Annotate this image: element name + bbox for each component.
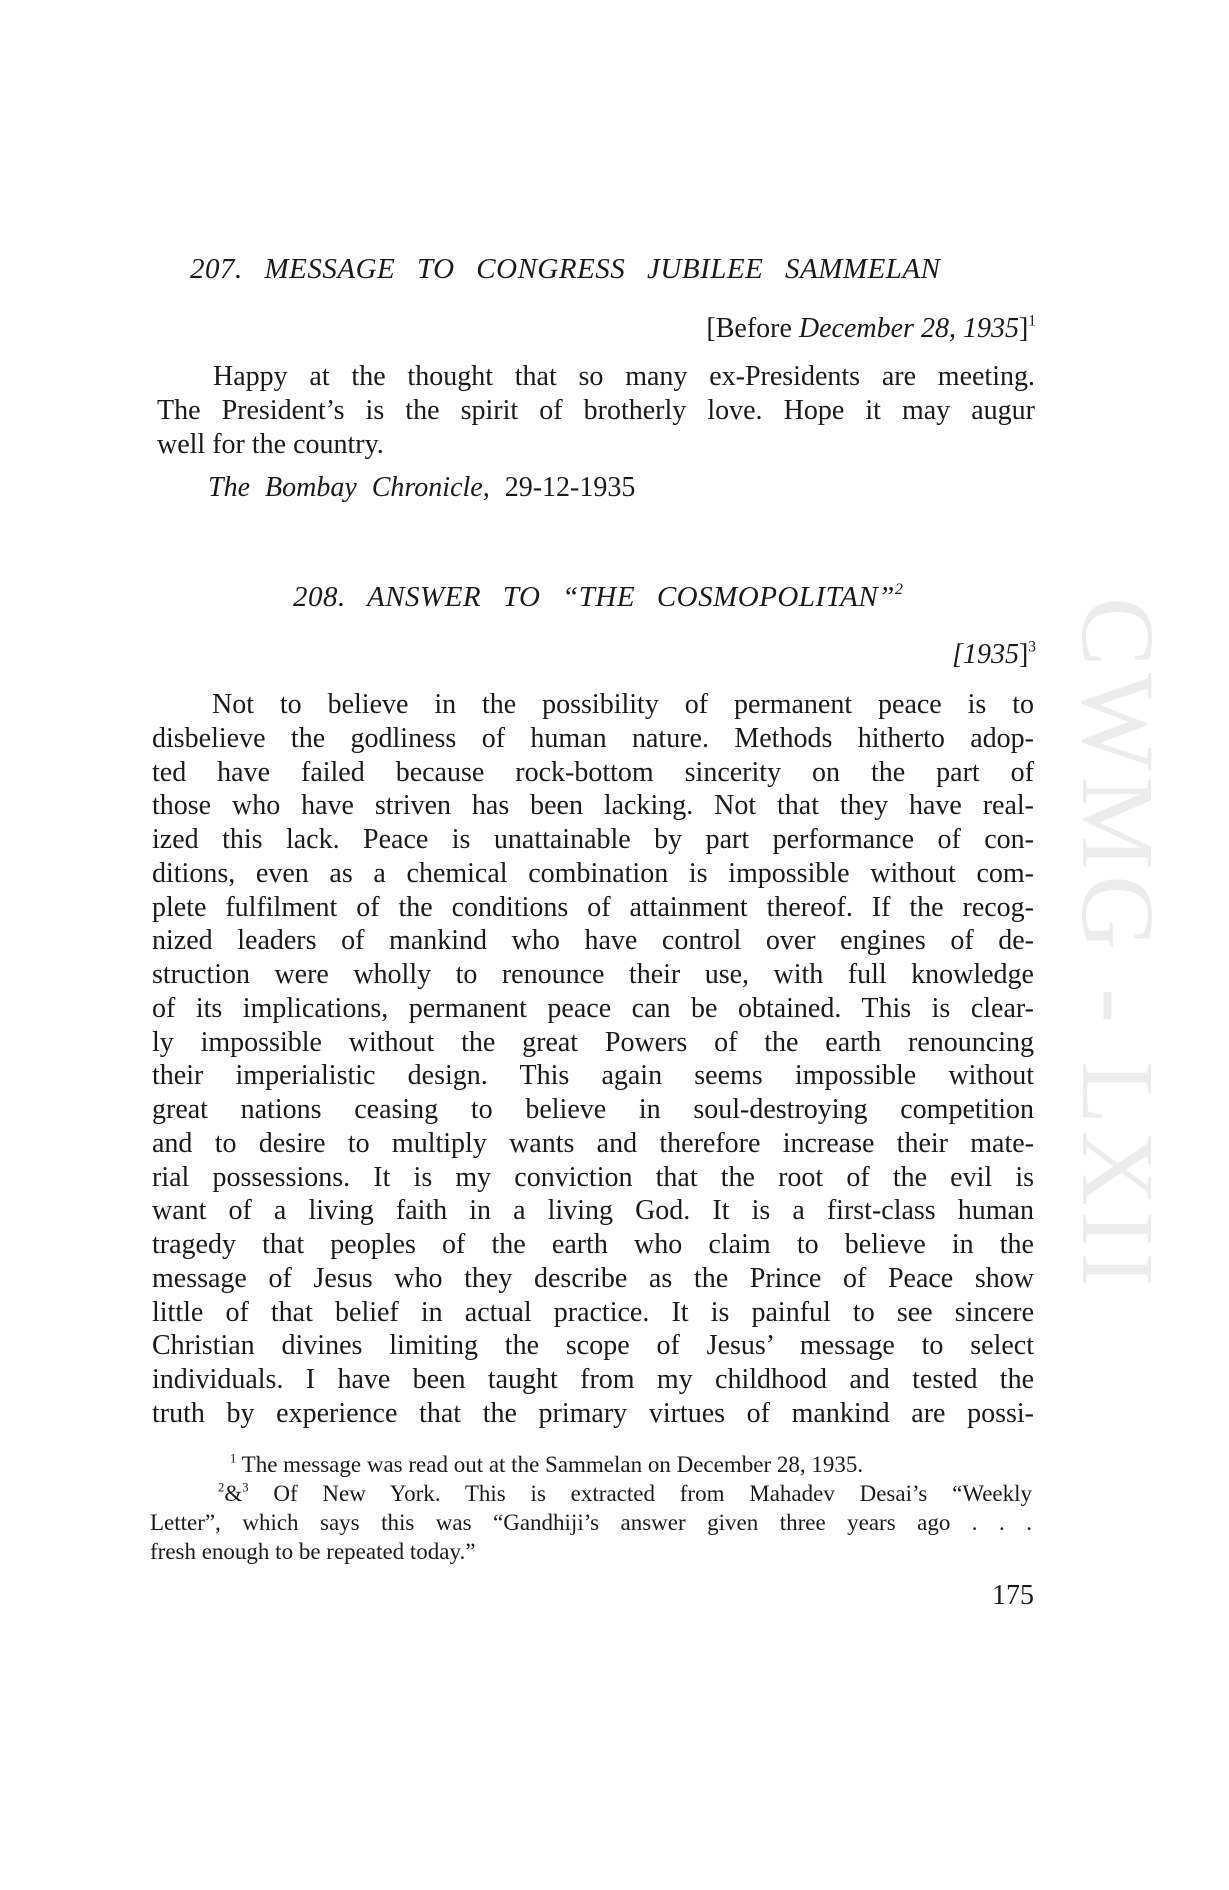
footnote-2-line xyxy=(150,1479,1032,1508)
footnote-text: The message was read out at the Sammelan on December 28, 1935. xyxy=(241,1452,864,1477)
date-italic: December 28, 1935 xyxy=(798,313,1019,344)
footnote-ref: 1 xyxy=(1028,312,1036,330)
body-line: struction were wholly to renounce their use, with full knowledge xyxy=(152,959,1034,990)
body-line: Christian divines limiting the scope of Jesus’ message to select xyxy=(152,1330,1034,1362)
footnote-2-line: Letter”, which says this was “Gandhiji’s answer given three years ago . . . xyxy=(150,1510,1032,1535)
section-208-title xyxy=(293,581,903,614)
body-line: of its implications, permanent peace can be obtained. This is clear- xyxy=(152,992,1034,1024)
body-line: Happy at the thought that so many ex-Presidents are meeting. xyxy=(213,361,1035,392)
body-line: disbelieve the godliness of human nature. Methods hitherto adop- xyxy=(152,722,1034,754)
date-suffix: ] xyxy=(1018,313,1029,344)
date-suffix: ] xyxy=(1018,639,1029,670)
body-line: those who have striven has been lacking. Not that they have real- xyxy=(152,790,1034,822)
date-italic: [1935 xyxy=(952,639,1019,670)
body-line: ted have failed because rock-bottom sincerity on the part of xyxy=(152,756,1034,788)
section-207-date xyxy=(706,313,1036,345)
footnote-mark: 2 xyxy=(218,1480,225,1495)
source-title: The Bombay Chronicle, xyxy=(208,472,490,503)
section-207-title: 207. MESSAGE TO CONGRESS JUBILEE SAMMELAN xyxy=(190,253,941,285)
body-line: great nations ceasing to believe in soul-destroying competition xyxy=(152,1094,1034,1125)
footnote-2-line: fresh enough to be repeated today.” xyxy=(150,1539,476,1564)
section-208-body xyxy=(152,688,1034,1431)
body-line: little of that belief in actual practice. It is painful to see sincere xyxy=(152,1296,1034,1328)
source-date: 29-12-1935 xyxy=(504,472,636,503)
footnote-ref: 3 xyxy=(1028,638,1036,656)
body-line: nized leaders of mankind who have control over engines of de- xyxy=(152,925,1034,957)
body-line: their imperialistic design. This again seems impossible without xyxy=(152,1060,1034,1092)
footnote-amp: & xyxy=(224,1481,243,1506)
body-line: message of Jesus who they describe as the Prince of Peace show xyxy=(152,1262,1034,1294)
footnote-ref: 2 xyxy=(894,581,904,599)
body-line: and to desire to multiply wants and therefore increase their mate- xyxy=(152,1127,1034,1159)
body-line: individuals. I have been taught from my childhood and tested the xyxy=(152,1364,1034,1395)
footnote-text: Of New York. This is extracted from Mahadev Desai’s “Weekly xyxy=(273,1481,1032,1506)
date-prefix: [Before xyxy=(706,313,799,344)
section-207-source xyxy=(208,472,635,504)
section-207-body xyxy=(157,360,1035,461)
body-line: well for the country. xyxy=(157,428,384,460)
body-line: ly impossible without the great Powers of the earth renouncing xyxy=(152,1026,1034,1058)
body-line: ized this lack. Peace is unattainable by part performance of con- xyxy=(152,824,1034,855)
body-line: ditions, even as a chemical combination is impossible without com- xyxy=(152,857,1034,889)
footnote-mark: 1 xyxy=(230,1451,237,1466)
watermark-text: CWMG - LXII xyxy=(1060,597,1175,1293)
body-line: Not to believe in the possibility of permanent peace is to xyxy=(212,689,1034,720)
body-line: tragedy that peoples of the earth who claim to believe in the xyxy=(152,1229,1034,1260)
footnotes xyxy=(150,1450,1032,1566)
page-number: 175 xyxy=(992,1580,1034,1611)
section-208-date xyxy=(952,639,1036,671)
footnote-1 xyxy=(150,1450,1032,1479)
section-208-title-text: 208. ANSWER TO “THE COSMOPOLITAN” xyxy=(293,581,895,613)
body-line: plete fulfilment of the conditions of attainment thereof. If the recog- xyxy=(152,891,1034,923)
body-line: rial possessions. It is my conviction that the root of the evil is xyxy=(152,1161,1034,1193)
body-line: want of a living faith in a living God. It is a first-class human xyxy=(152,1195,1034,1227)
footnote-mark: 3 xyxy=(242,1480,249,1495)
watermark xyxy=(1060,480,1175,1410)
body-line: truth by experience that the primary virtues of mankind are possi- xyxy=(152,1397,1034,1429)
body-line: The President’s is the spirit of brotherly love. Hope it may augur xyxy=(157,394,1035,426)
